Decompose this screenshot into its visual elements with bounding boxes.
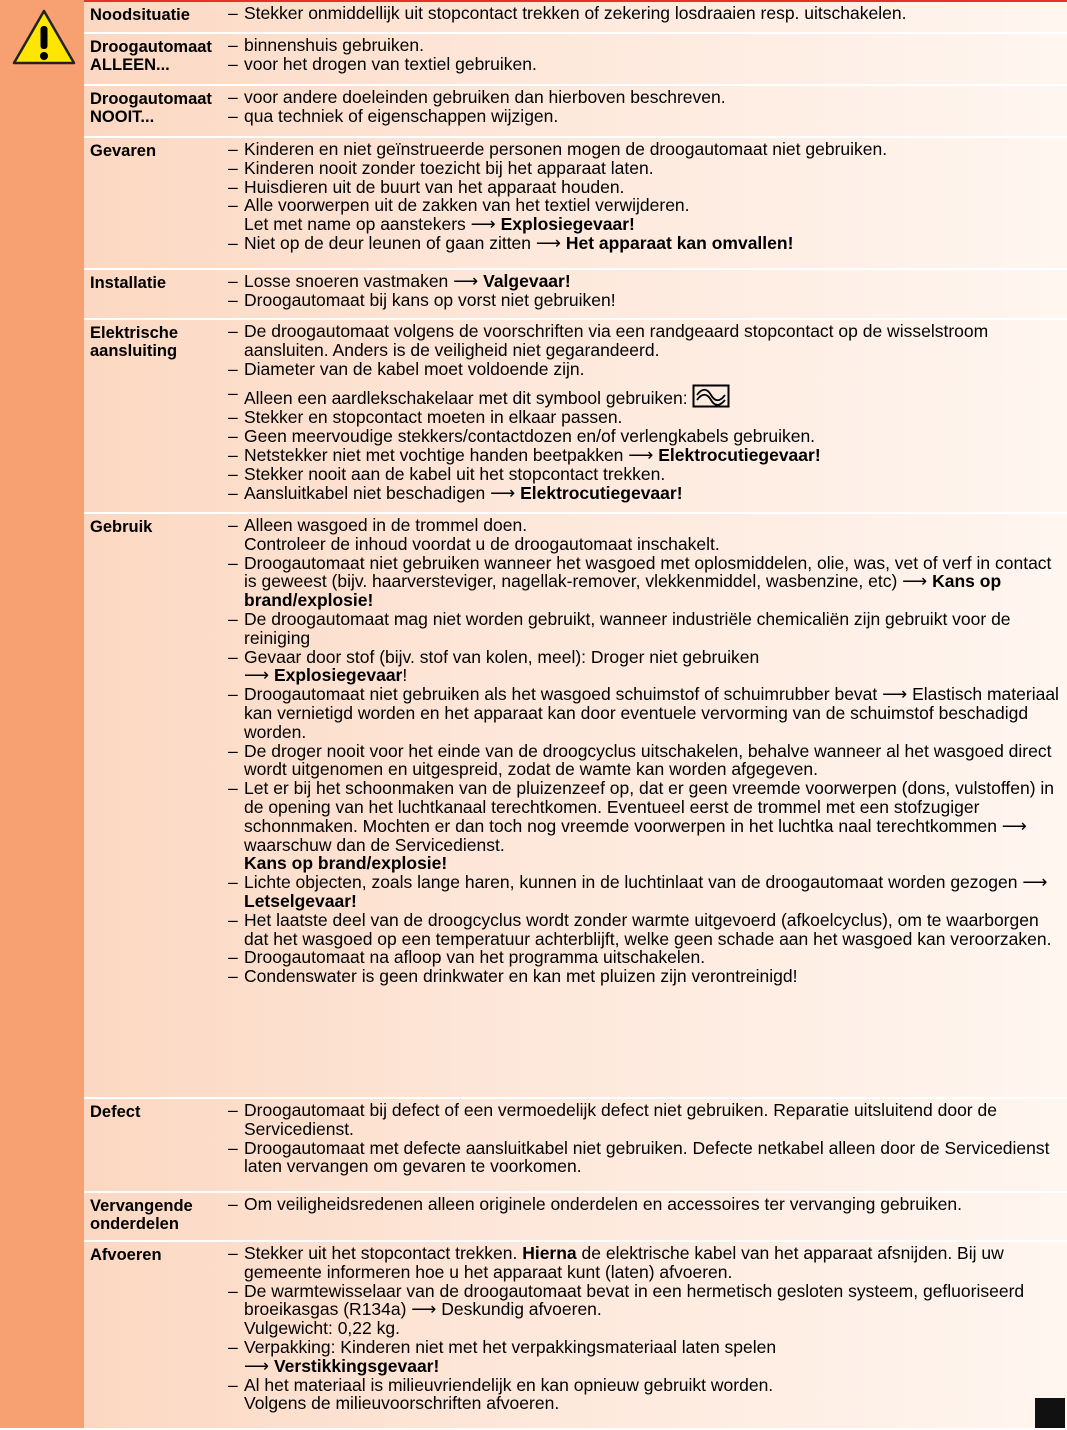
section-items xyxy=(228,88,1064,126)
section-1 xyxy=(84,32,1067,86)
item-text: Droogautomaat met defecte aansluitkabel niet gebruiken. Defecte netkabel alleen door de Servicedienst laten vervangen om gevaren te voorkomen. xyxy=(244,1137,1050,1177)
item-text: Kinderen nooit zonder toezicht bij het apparaat laten. xyxy=(244,157,654,178)
bullet-dash: – xyxy=(228,684,238,705)
section-label: Gebruik xyxy=(90,518,153,536)
bullet-dash: – xyxy=(228,1374,238,1395)
section-items xyxy=(228,140,1064,253)
bullet-dash: – xyxy=(228,87,238,107)
bullet-dash: – xyxy=(228,552,238,573)
section-label: Vervangende onderdelen xyxy=(90,1197,193,1233)
list-item xyxy=(228,465,1064,484)
bullet-dash: – xyxy=(228,139,238,159)
list-item xyxy=(228,911,1064,949)
list-item xyxy=(228,648,1064,686)
list-item xyxy=(228,408,1064,427)
bullet-dash: – xyxy=(228,740,238,761)
item-text: Alleen wasgoed in de trommel doen. xyxy=(244,515,528,535)
item-text-after: ! xyxy=(402,665,408,686)
item-text: Niet op de deur leunen of gaan zitten ⟶ xyxy=(244,232,566,253)
bullet-dash: – xyxy=(228,426,238,447)
section-items xyxy=(228,1195,1064,1214)
list-item xyxy=(228,484,1064,503)
bullet-dash: – xyxy=(228,321,238,341)
item-text: De warmtewisselaar van de droogautomaat bevat in een hermetisch gesloten systeem, gefluoriseerd broeikasgas (R134a) ⟶ Deskundig afvoeren. Vulgewicht: 0,22 kg. xyxy=(244,1280,1025,1339)
bullet-dash: – xyxy=(228,463,238,484)
list-item xyxy=(228,178,1064,197)
item-text: Lichte objecten, zoals lange haren, kunnen in de luchtinlaat van de droogautomaat worden gezogen ⟶ xyxy=(244,872,1048,893)
list-item xyxy=(228,967,1064,986)
list-item xyxy=(228,779,1064,873)
page-corner-marker xyxy=(1035,1398,1065,1428)
section-items xyxy=(228,4,1064,23)
item-text-after: de elektrische kabel van het apparaat afsnijden. Bij uw gemeente informeren hoe u het apparaat kunt (laten) afvoeren. xyxy=(244,1243,1004,1282)
item-text: Alleen een aardlekschakelaar met dit symbool gebruiken: xyxy=(244,388,688,409)
list-item xyxy=(228,272,1064,291)
list-item xyxy=(228,1338,1064,1376)
list-item xyxy=(228,291,1064,310)
list-item xyxy=(228,4,1064,23)
section-3 xyxy=(84,136,1067,270)
item-warning-bold: Hierna xyxy=(522,1243,577,1263)
section-2 xyxy=(84,84,1067,138)
item-warning-bold: Valgevaar! xyxy=(483,271,571,291)
item-warning-bold: Letselgevaar! xyxy=(244,890,357,911)
item-text: Stekker en stopcontact moeten in elkaar passen. xyxy=(244,407,623,428)
item-text: Netstekker niet met vochtige handen beetpakken ⟶ xyxy=(244,444,659,465)
bullet-dash: – xyxy=(228,232,238,253)
list-item xyxy=(228,322,1064,360)
section-7 xyxy=(84,1097,1067,1193)
list-item xyxy=(228,1139,1064,1177)
bullet-dash: – xyxy=(228,195,238,216)
list-item xyxy=(228,107,1064,126)
bullet-dash: – xyxy=(228,383,238,404)
list-item xyxy=(228,516,1064,535)
item-warning-bold: Explosiegevaar xyxy=(273,665,403,686)
bullet-dash: – xyxy=(228,444,238,465)
bullet-dash: – xyxy=(228,35,238,55)
section-label: Noodsituatie xyxy=(90,6,190,24)
item-text: Het laatste deel van de droogcyclus wordt zonder warmte uitgevoerd (afkoelcyclus), om te waarborgen dat het wasgoed op een temperatuur achterblijft, welke geen schade aan het wasgoed kan veroorzaken. xyxy=(244,909,1052,949)
item-text: Geen meervoudige stekkers/contactdozen en/of verlengkabels gebruiken. xyxy=(244,426,816,447)
list-item xyxy=(228,36,1064,55)
item-warning-bold: Het apparaat kan omvallen! xyxy=(565,232,794,253)
bullet-dash: – xyxy=(228,872,238,893)
section-label: Droogautomaat NOOIT... xyxy=(90,90,212,126)
section-4 xyxy=(84,268,1067,320)
list-item xyxy=(228,360,1064,379)
section-9 xyxy=(84,1240,1067,1430)
list-item xyxy=(228,1244,1064,1282)
section-label: Installatie xyxy=(90,274,167,292)
list-item xyxy=(228,1282,1064,1338)
section-items xyxy=(228,322,1064,502)
bullet-dash: – xyxy=(228,105,238,126)
bullet-dash: – xyxy=(228,1280,238,1301)
item-text: Let met name op aanstekers ⟶ xyxy=(244,214,501,235)
item-text: Diameter van de kabel moet voldoende zijn. xyxy=(244,358,585,379)
list-item xyxy=(228,427,1064,446)
section-label: Defect xyxy=(90,1103,141,1121)
item-text: Stekker uit het stopcontact trekken. xyxy=(244,1243,523,1263)
item-text: Gevaar door stof (bijv. stof van kolen, meel): Droger niet gebruiken ⟶ xyxy=(244,646,760,686)
bullet-dash: – xyxy=(228,482,238,503)
bullet-dash: – xyxy=(228,1243,238,1263)
item-warning-bold: Kans op brand/explosie! xyxy=(244,571,1002,611)
item-text: Kinderen en niet geïnstrueerde personen mogen de droogautomaat niet gebruiken. xyxy=(244,139,888,159)
list-item xyxy=(228,140,1064,159)
list-item xyxy=(228,384,1064,408)
list-item xyxy=(228,554,1064,610)
item-text: Stekker nooit aan de kabel uit het stopcontact trekken. xyxy=(244,463,666,484)
item-text: voor het drogen van textiel gebruiken. xyxy=(244,53,537,74)
list-item xyxy=(228,873,1064,911)
list-item xyxy=(228,159,1064,178)
item-text: voor andere doeleinden gebruiken dan hierboven beschreven. xyxy=(244,87,726,107)
item-text: Droogautomaat bij defect of een vermoedelijk defect niet gebruiken. Reparatie uitsluitend door de Servicedienst. xyxy=(244,1100,997,1139)
bullet-dash: – xyxy=(228,646,238,667)
bullet-dash: – xyxy=(228,407,238,428)
item-text: Aansluitkabel niet beschadigen ⟶ xyxy=(244,482,521,503)
section-label: Droogautomaat ALLEEN... xyxy=(90,38,212,74)
list-item xyxy=(228,685,1064,741)
list-item xyxy=(228,1195,1064,1214)
section-6 xyxy=(84,512,1067,1099)
item-text: Huisdieren uit de buurt van het apparaat houden. xyxy=(244,176,625,197)
list-item xyxy=(228,215,1064,234)
bullet-dash: – xyxy=(228,3,238,23)
list-item xyxy=(228,535,1064,554)
item-text: Droogautomaat niet gebruiken wanneer het wasgoed met oplosmiddelen, olie, was, vet of verf in contact is geweest (bijv. haarversteviger, nagellak-remover, vlekkenmiddel, wasbenzine, etc) ⟶ xyxy=(244,552,1052,592)
item-text: De droger nooit voor het einde van de droogcyclus uitschakelen, behalve wanneer al het wasgoed direct wordt uitgenomen en uitgespreid, zodat de wamte kan worden afgegeven. xyxy=(244,740,1052,780)
item-text: Alle voorwerpen uit de zakken van het textiel verwijderen. xyxy=(244,195,690,216)
item-text: De droogautomaat volgens de voorschriften via een randgeaard stopcontact op de wisselstroom aansluiten. Anders is de veiligheid niet gegarandeerd. xyxy=(244,321,989,360)
bullet-dash: – xyxy=(228,157,238,178)
bullet-dash: – xyxy=(228,358,238,379)
list-item xyxy=(228,948,1064,967)
bullet-dash: – xyxy=(228,289,238,310)
section-0 xyxy=(84,2,1067,32)
bullet-dash: – xyxy=(228,271,238,291)
list-item xyxy=(228,234,1064,253)
section-items xyxy=(228,516,1064,986)
section-5 xyxy=(84,318,1067,514)
item-warning-bold: Elektrocutiegevaar! xyxy=(658,444,821,465)
list-item xyxy=(228,55,1064,74)
bullet-dash: – xyxy=(228,947,238,968)
section-items xyxy=(228,36,1064,74)
item-warning-bold: Explosiegevaar! xyxy=(500,214,635,235)
section-items xyxy=(228,1101,1064,1176)
section-8 xyxy=(84,1191,1067,1242)
list-item xyxy=(228,742,1064,780)
bullet-dash: – xyxy=(228,608,238,629)
item-text: Verpakking: Kinderen niet met het verpakkingsmateriaal laten spelen ⟶ xyxy=(244,1336,777,1376)
bullet-dash: – xyxy=(228,1100,238,1120)
item-text: Droogautomaat niet gebruiken als het wasgoed schuimstof of schuimrubber bevat ⟶ Elastisch materiaal kan vernietigd worden en het apparaat kan door eventuele vervorming van de schuimstof beschadigd worden. xyxy=(244,684,1059,742)
list-item xyxy=(228,446,1064,465)
list-item xyxy=(228,1101,1064,1139)
item-text: Stekker onmiddellijk uit stopcontact trekken of zekering losdraaien resp. uitschakelen. xyxy=(244,3,907,23)
item-text: Al het materiaal is milieuvriendelijk en kan opnieuw gebruikt worden. Volgens de milieuvoorschriften afvoeren. xyxy=(244,1374,774,1414)
item-warning-bold: Kans op brand/explosie! xyxy=(244,853,448,874)
list-item xyxy=(228,196,1064,215)
bullet-dash: – xyxy=(228,515,238,535)
section-label: Gevaren xyxy=(90,142,157,160)
bullet-dash: – xyxy=(228,176,238,197)
item-warning-bold: Verstikkingsgevaar! xyxy=(273,1355,440,1376)
item-text: Condenswater is geen drinkwater en kan met pluizen zijn verontreinigd! xyxy=(244,966,798,987)
bullet-dash: – xyxy=(228,1194,238,1214)
bullet-dash: – xyxy=(228,1336,238,1357)
list-item xyxy=(228,610,1064,648)
list-item xyxy=(228,88,1064,107)
item-text: Losse snoeren vastmaken ⟶ xyxy=(244,271,484,291)
item-text: binnenshuis gebruiken. xyxy=(244,35,424,55)
item-text: De droogautomaat mag niet worden gebruikt, wanneer industriële chemicaliën zijn gebruikt voor de reiniging xyxy=(244,608,1011,648)
bullet-dash: – xyxy=(228,909,238,930)
item-warning-bold: Elektrocutiegevaar! xyxy=(520,482,683,503)
item-text: Droogautomaat bij kans op vorst niet gebruiken! xyxy=(244,289,616,310)
list-item xyxy=(228,1376,1064,1414)
bullet-dash: – xyxy=(228,53,238,74)
rcd-wave-symbol-icon xyxy=(692,384,730,408)
section-label: Elektrische aansluiting xyxy=(90,324,179,360)
bullet-dash: – xyxy=(228,966,238,987)
bullet-dash: – xyxy=(228,778,238,799)
section-label: Afvoeren xyxy=(90,1246,162,1264)
bullet-dash: – xyxy=(228,1137,238,1158)
left-color-band xyxy=(0,0,84,1428)
section-items xyxy=(228,1244,1064,1413)
section-items xyxy=(228,272,1064,310)
item-text: qua techniek of eigenschappen wijzigen. xyxy=(244,105,559,126)
safety-instructions-content xyxy=(84,2,1067,1428)
item-text: Controleer de inhoud voordat u de droogautomaat inschakelt. xyxy=(244,533,720,554)
item-text: Droogautomaat na afloop van het programma uitschakelen. xyxy=(244,947,706,968)
item-text: Let er bij het schoonmaken van de pluizenzeef op, dat er geen vreemde voorwerpen (dons, vulstoffen) in de opening van het luchtkanaal terechtkomen. Eventueel eerst de trommel met een stofzugiger schonnmaken. Mochten er dan toch nog vreemde voorwerpen in het luchtka naal terechtkommen ⟶ waarschuw dan de Servicedienst. xyxy=(244,778,1055,855)
item-text: Om veiligheidsredenen alleen originele onderdelen en accessoires ter vervanging gebruiken. xyxy=(244,1194,962,1214)
warning-triangle-icon xyxy=(12,8,76,66)
